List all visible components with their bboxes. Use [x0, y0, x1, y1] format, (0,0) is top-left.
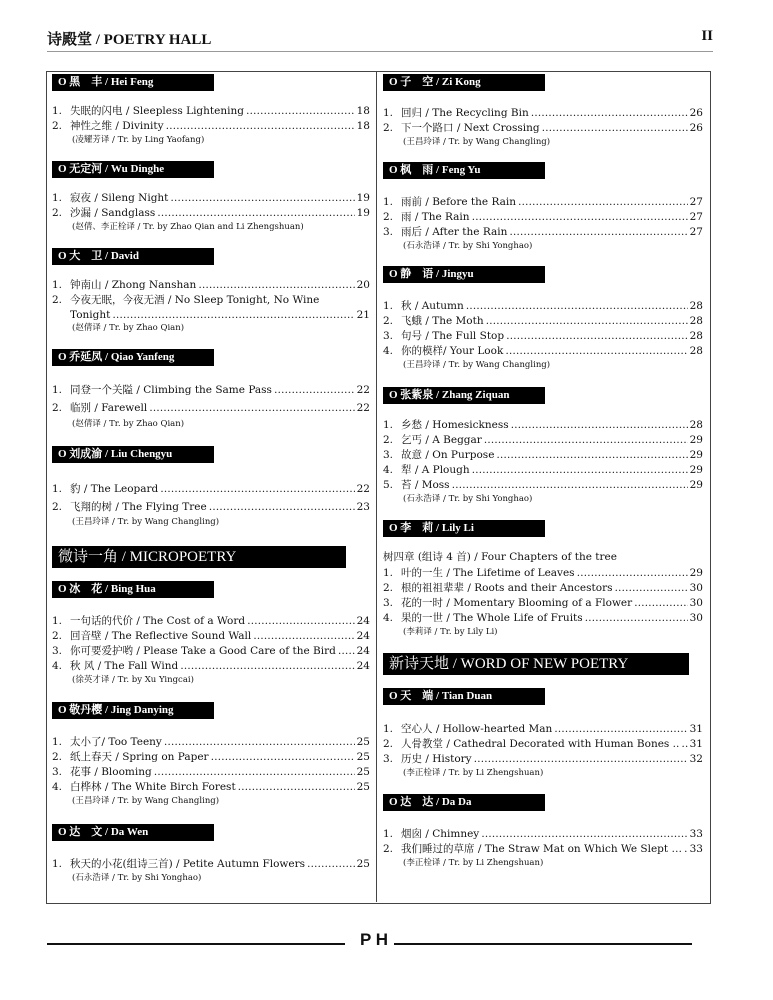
- toc-entry[interactable]: [383, 596, 703, 611]
- entry-page: 18: [356, 105, 370, 117]
- entry-number: 2.: [52, 501, 63, 513]
- toc-entry[interactable]: [383, 463, 703, 478]
- entry-number: 4.: [52, 660, 63, 672]
- entry-page: 29: [689, 434, 703, 446]
- toc-entry[interactable]: [383, 344, 703, 359]
- entry-number: 3.: [52, 766, 63, 778]
- entry-page: 22: [356, 483, 370, 495]
- entry-number: 1.: [383, 300, 394, 312]
- entry-title: 钟南山 / Zhong Nanshan: [70, 279, 197, 291]
- entry-page: 18: [356, 120, 370, 132]
- toc-entry[interactable]: [52, 278, 370, 293]
- toc-entry[interactable]: [52, 765, 370, 780]
- entry-title: 果的一世 / The Whole Life of Fruits: [401, 612, 583, 624]
- entry-title: Tonight: [70, 309, 111, 321]
- toc-entry[interactable]: [52, 659, 370, 674]
- entry-page: 29: [689, 567, 703, 579]
- entry-number: 4.: [383, 612, 394, 624]
- translator-credit: (李正栓译 / Tr. by Li Zhengshuan): [403, 858, 544, 868]
- entry-title: 回音壁 / The Reflective Sound Wall: [70, 630, 252, 642]
- entry-number: 1.: [383, 828, 394, 840]
- entry-number: 5.: [383, 479, 394, 491]
- toc-entry-continued[interactable]: [70, 308, 370, 323]
- entry-page: 25: [356, 766, 370, 778]
- translator-credit: (王昌玲译 / Tr. by Wang Changling): [403, 360, 551, 370]
- toc-entry[interactable]: [383, 195, 703, 210]
- entry-title: 失眠的闪电 / Sleepless Lightening: [70, 105, 244, 117]
- entry-page: 22: [356, 402, 370, 414]
- toc-entry[interactable]: [52, 614, 370, 629]
- entry-page: 25: [356, 751, 370, 763]
- toc-entry[interactable]: [383, 842, 703, 857]
- translator-credit: (石永浩译 / Tr. by Shi Yonghao): [403, 241, 533, 251]
- entry-page: 19: [356, 192, 370, 204]
- translator-credit: (徐英才译 / Tr. by Xu Yingcai): [72, 675, 194, 685]
- toc-entry[interactable]: [52, 401, 370, 416]
- entry-page: 28: [689, 330, 703, 342]
- journal-title: 诗殿堂 / POETRY HALL: [47, 32, 212, 48]
- entry-number: 3.: [383, 226, 394, 238]
- entry-number: 2.: [52, 207, 63, 219]
- toc-entry[interactable]: [383, 106, 703, 121]
- entry-title: 历史 / History: [401, 753, 472, 765]
- author-heading: O 冰 花 / Bing Hua: [52, 581, 214, 598]
- toc-entry[interactable]: [52, 293, 370, 308]
- toc-entry[interactable]: [52, 383, 370, 398]
- entry-number: 3.: [383, 330, 394, 342]
- entry-number: 2.: [52, 294, 63, 306]
- entry-title: 秋 / Autumn: [401, 300, 464, 312]
- toc-entry[interactable]: [383, 299, 703, 314]
- entry-number: 1.: [383, 723, 394, 735]
- entry-title: 花的一时 / Momentary Blooming of a Flower: [401, 597, 633, 609]
- footer-rule-right: [394, 943, 692, 945]
- entry-title: 太小了/ Too Teeny: [70, 736, 162, 748]
- entry-title: 秋 风 / The Fall Wind: [70, 660, 179, 672]
- entry-title: 沙漏 / Sandglass: [70, 207, 156, 219]
- author-heading: O 李 莉 / Lily Li: [383, 520, 545, 537]
- entry-title: 苔 / Moss: [401, 479, 450, 491]
- entry-title: 叶的一生 / The Lifetime of Leaves: [401, 567, 575, 579]
- entry-page: 25: [356, 781, 370, 793]
- toc-entry[interactable]: [52, 206, 370, 221]
- entry-number: 2.: [52, 630, 63, 642]
- entry-number: 1.: [52, 483, 63, 495]
- entry-number: 1.: [52, 279, 63, 291]
- entry-page: 23: [356, 501, 370, 513]
- entry-title: 下一个路口 / Next Crossing: [401, 122, 540, 134]
- entry-title: 回归 / The Recycling Bin: [401, 107, 529, 119]
- series-title: 树四章 (组诗 4 首) / Four Chapters of the tree: [383, 551, 617, 563]
- column-divider: [376, 71, 377, 902]
- entry-title: 犁 / A Plough: [401, 464, 470, 476]
- entry-title: 根的祖祖辈辈 / Roots and their Ancestors: [401, 582, 613, 594]
- author-heading: O 张紫泉 / Zhang Ziquan: [383, 387, 545, 404]
- translator-credit: (赵倩译 / Tr. by Zhao Qian): [72, 323, 185, 333]
- author-heading: O 静 语 / Jingyu: [383, 266, 545, 283]
- author-heading: O 乔延凤 / Qiao Yanfeng: [52, 349, 214, 366]
- entry-title: 雨后 / After the Rain: [401, 226, 508, 238]
- entry-page: 20: [356, 279, 370, 291]
- entry-page: 25: [356, 858, 370, 870]
- entry-title: 今夜无眠，今夜无酒 / No Sleep Tonight, No Wine: [70, 294, 320, 306]
- entry-title: 飞蛾 / The Moth: [401, 315, 484, 327]
- translator-credit: (赵倩译 / Tr. by Zhao Qian): [72, 419, 185, 429]
- entry-number: 1.: [52, 736, 63, 748]
- translator-credit: (凌耀芳译 / Tr. by Ling Yaofang): [72, 135, 205, 145]
- entry-title: 人骨教堂 / Cathedral Decorated with Human Bones ..: [401, 738, 680, 750]
- footer-logo: P H: [360, 930, 389, 949]
- entry-page: 24: [356, 660, 370, 672]
- entry-number: 2.: [383, 434, 394, 446]
- author-heading: O 无定河 / Wu Dinghe: [52, 161, 214, 178]
- footer-rule-left: [47, 943, 345, 945]
- entry-page: 22: [356, 384, 370, 396]
- entry-number: 1.: [383, 196, 394, 208]
- toc-entry[interactable]: [383, 752, 703, 767]
- entry-number: 3.: [383, 753, 394, 765]
- entry-title: 我们睡过的草席 / The Straw Mat on Which We Slept …: [401, 843, 682, 855]
- entry-title: 你的模样/ Your Look: [401, 345, 504, 357]
- entry-page: 32: [689, 753, 703, 765]
- entry-number: 2.: [383, 738, 394, 750]
- toc-entry[interactable]: [383, 418, 703, 433]
- toc-entry[interactable]: [52, 104, 370, 119]
- toc-entry[interactable]: [52, 119, 370, 134]
- entry-page: 28: [689, 315, 703, 327]
- entry-page: 21: [356, 309, 370, 321]
- toc-entry[interactable]: [52, 735, 370, 750]
- entry-title: 花事 / Blooming: [70, 766, 152, 778]
- toc-entry[interactable]: [383, 722, 703, 737]
- entry-number: 4.: [383, 345, 394, 357]
- entry-number: 4.: [52, 781, 63, 793]
- entry-page: 29: [689, 464, 703, 476]
- entry-number: 1.: [383, 107, 394, 119]
- translator-credit: (石永浩译 / Tr. by Shi Yonghao): [403, 494, 533, 504]
- entry-title: 神性之维 / Divinity: [70, 120, 164, 132]
- entry-title: 乡愁 / Homesickness: [401, 419, 509, 431]
- author-heading: O 达 文 / Da Wen: [52, 824, 214, 841]
- translator-credit: (赵倩、李正栓译 / Tr. by Zhao Qian and Li Zhengshuan): [72, 222, 304, 232]
- entry-number: 2.: [383, 122, 394, 134]
- entry-title: 白桦林 / The White Birch Forest: [70, 781, 236, 793]
- entry-page: 30: [689, 612, 703, 624]
- entry-title: 乞丐 / A Beggar: [401, 434, 482, 446]
- entry-title: 空心人 / Hollow-hearted Man: [401, 723, 553, 735]
- author-heading: O 子 空 / Zi Kong: [383, 74, 545, 91]
- header-rule: [47, 51, 713, 52]
- entry-title: 寂夜 / Sileng Night: [70, 192, 169, 204]
- entry-page: 19: [356, 207, 370, 219]
- entry-title: 烟囱 / Chimney: [401, 828, 480, 840]
- entry-page: 25: [356, 736, 370, 748]
- author-heading: O 达 达 / Da Da: [383, 794, 545, 811]
- entry-page: 33: [689, 843, 703, 855]
- entry-title: 句号 / The Full Stop: [401, 330, 505, 342]
- entry-page: 28: [689, 300, 703, 312]
- author-heading: O 大 卫 / David: [52, 248, 214, 265]
- entry-title: 雨前 / Before the Rain: [401, 196, 516, 208]
- toc-entry[interactable]: [52, 500, 370, 515]
- page-number: II: [701, 28, 713, 44]
- toc-entry[interactable]: [52, 482, 370, 497]
- entry-number: 1.: [383, 567, 394, 579]
- entry-page: 33: [689, 828, 703, 840]
- toc-entry[interactable]: [383, 225, 703, 240]
- toc-entry[interactable]: [383, 566, 703, 581]
- toc-entry[interactable]: [383, 121, 703, 136]
- toc-entry[interactable]: [52, 644, 370, 659]
- toc-entry[interactable]: [52, 191, 370, 206]
- entry-page: 29: [689, 479, 703, 491]
- entry-number: 2.: [52, 402, 63, 414]
- toc-entry[interactable]: [383, 314, 703, 329]
- toc-entry[interactable]: [383, 737, 703, 752]
- entry-page: 30: [689, 582, 703, 594]
- translator-credit: (李正栓译 / Tr. by Li Zhengshuan): [403, 768, 544, 778]
- entry-title: 豹 / The Leopard: [70, 483, 159, 495]
- author-heading: O 刘成渝 / Liu Chengyu: [52, 446, 214, 463]
- toc-entry[interactable]: [52, 750, 370, 765]
- entry-page: 29: [689, 449, 703, 461]
- toc-entry[interactable]: [52, 857, 370, 872]
- translator-credit: (石永浩译 / Tr. by Shi Yonghao): [72, 873, 202, 883]
- entry-title: 飞翔的树 / The Flying Tree: [70, 501, 207, 513]
- entry-number: 3.: [383, 449, 394, 461]
- entry-number: 2.: [383, 211, 394, 223]
- author-heading: O 敬丹樱 / Jing Danying: [52, 702, 214, 719]
- entry-page: 24: [356, 645, 370, 657]
- toc-entry[interactable]: [383, 478, 703, 493]
- toc-entry[interactable]: [383, 448, 703, 463]
- toc-entry[interactable]: [383, 329, 703, 344]
- entry-number: 2.: [383, 843, 394, 855]
- entry-title: 一句话的代价 / The Cost of a Word: [70, 615, 246, 627]
- entry-number: 2.: [383, 315, 394, 327]
- translator-credit: (王昌玲译 / Tr. by Wang Changling): [72, 796, 220, 806]
- entry-page: 28: [689, 419, 703, 431]
- author-heading: O 天 端 / Tian Duan: [383, 688, 545, 705]
- entry-number: 2.: [52, 120, 63, 132]
- toc-entry[interactable]: [383, 210, 703, 225]
- section-heading: 新诗天地 / WORD OF NEW POETRY: [383, 653, 689, 675]
- entry-number: 4.: [383, 464, 394, 476]
- entry-number: 3.: [52, 645, 63, 657]
- section-heading: 微诗一角 / MICROPOETRY: [52, 546, 346, 568]
- entry-number: 1.: [52, 192, 63, 204]
- entry-page: 28: [689, 345, 703, 357]
- toc-entry[interactable]: [383, 611, 703, 626]
- entry-page: 26: [689, 122, 703, 134]
- entry-number: 1.: [52, 858, 63, 870]
- entry-title: 你可要爱护哟 / Please Take a Good Care of the Bird: [70, 645, 336, 657]
- entry-number: 2.: [383, 582, 394, 594]
- author-heading: O 枫 雨 / Feng Yu: [383, 162, 545, 179]
- entry-number: 1.: [52, 615, 63, 627]
- entry-number: 3.: [383, 597, 394, 609]
- entry-number: 1.: [52, 105, 63, 117]
- page-header: [47, 28, 713, 50]
- entry-title: 雨 / The Rain: [401, 211, 470, 223]
- entry-title: 纸上春天 / Spring on Paper: [70, 751, 209, 763]
- entry-page: 27: [689, 226, 703, 238]
- entry-page: 24: [356, 630, 370, 642]
- entry-title: 故意 / On Purpose: [401, 449, 495, 461]
- toc-entry[interactable]: [383, 433, 703, 448]
- entry-page: 24: [356, 615, 370, 627]
- entry-number: 1.: [383, 419, 394, 431]
- entry-page: 31: [689, 738, 703, 750]
- entry-page: 30: [689, 597, 703, 609]
- toc-entry[interactable]: [52, 629, 370, 644]
- entry-page: 31: [689, 723, 703, 735]
- entry-number: 1.: [52, 384, 63, 396]
- entry-page: 26: [689, 107, 703, 119]
- entry-title: 同登一个关隘 / Climbing the Same Pass: [70, 384, 272, 396]
- translator-credit: (王昌玲译 / Tr. by Wang Changling): [403, 137, 551, 147]
- toc-entry[interactable]: [383, 827, 703, 842]
- author-heading: O 黑 丰 / Hei Feng: [52, 74, 214, 91]
- entry-page: 27: [689, 211, 703, 223]
- toc-entry[interactable]: [383, 581, 703, 596]
- entry-page: 27: [689, 196, 703, 208]
- entry-number: 2.: [52, 751, 63, 763]
- toc-entry[interactable]: [52, 780, 370, 795]
- translator-credit: (李莉译 / Tr. by Lily Li): [403, 627, 498, 637]
- translator-credit: (王昌玲译 / Tr. by Wang Changling): [72, 517, 220, 527]
- entry-title: 秋天的小花(组诗三首) / Petite Autumn Flowers: [70, 858, 306, 870]
- entry-title: 临别 / Farewell: [70, 402, 148, 414]
